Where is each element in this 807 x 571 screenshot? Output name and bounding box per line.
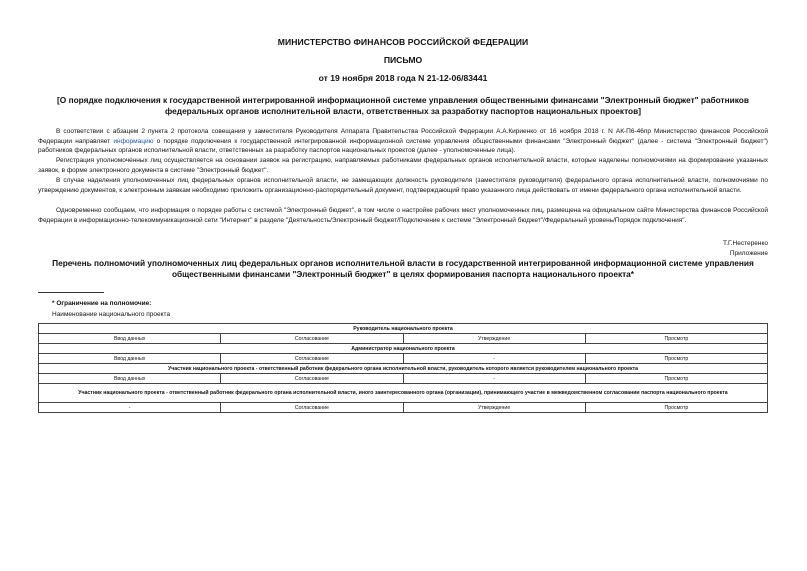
table-row [39,354,768,364]
appendix-title: Перечень полномочий уполномоченных лиц федеральных органов исполнительной власти в государственной интегрированной информационной системе управления общественными финансами "Электронный бюджет" в целях формирования паспорта национального проекта* [52,258,754,279]
permissions-table [38,323,768,413]
table-cell: - [403,374,585,384]
table-section-row [39,364,768,374]
table-row [39,403,768,413]
paragraph-1-start: В соответствии с абзацем 2 пункта 2 протокола совещания у заместителя Руководителя Аппарата Правительства Российской Федерации А.А.Кириенко от 16 ноября 2018 г. N АК-П6-46пр Министерство финансов Российской Федерации направляет [38,128,768,145]
table-cell: Просмотр [585,354,767,364]
table-cell: Ввод данных [39,334,221,344]
section-title: Участник национального проекта - ответственный работник федерального органа исполнительной власти, иного заинтересованного органа (организации), принимающего участие в межведомственном согласовании паспорта национального проекта [39,384,768,403]
table-cell: Согласование [221,403,403,413]
table-cell: - [403,354,585,364]
paragraph-4: Одновременно сообщаем, что информация о порядке работы с системой "Электронный бюджет", в том числе о настройке рабочих мест уполномоченных лиц, размещена на официальном сайте Министерства финансов Российской Федерации в информационно-телекоммуникационной сети "Интернет" в разделе "Деятельность/Электронный бюджет/Подключение к системе "Электронный бюджет"/Федеральный уровень/Порядок подключения". [38,207,768,224]
footnote-title: * Ограничение на полномочие: [52,300,152,307]
table-section-row [39,384,768,403]
table-row [39,374,768,384]
section-title: Руководитель национального проекта [39,324,768,334]
document-date-number: от 19 ноября 2018 года N 21-12-06/83441 [318,73,488,83]
table-cell: Просмотр [585,374,767,384]
information-link[interactable]: информацию [113,137,154,145]
ministry-title: МИНИСТЕРСТВО ФИНАНСОВ РОССИЙСКОЙ ФЕДЕРАЦИИ [277,37,529,47]
table-cell: - [39,403,221,413]
table-cell: Согласование [221,334,403,344]
footnote-divider [38,292,104,293]
table-section-row [39,344,768,354]
paragraph-1 [38,127,768,156]
table-cell: Утверждение [403,403,585,413]
table-cell: Просмотр [585,403,767,413]
table-section-row [39,324,768,334]
document-subject: [О порядке подключения к государственной интегрированной информационной системе управления общественными финансами "Электронный бюджет" работников федеральных органов исполнительной власти, ответственных за разработку паспортов национальных проектов] [57,95,749,116]
footnote-text: Наименование национального проекта [52,311,171,318]
table-cell: Ввод данных [39,374,221,384]
signature: Т.Г.Нестеренко [722,240,768,247]
paragraph-2: Регистрация уполномоченных лиц осуществляется на основании заявок на регистрацию, направляемых работниками федеральных органов исполнительной власти, которые наделены полномочиями на формирование указанных заявок, в форме электронного документа в системе "Электронный бюджет". [38,157,768,174]
paragraph-1-end: о порядке подключения к государственной интегрированной информационной системе управления общественными финансами "Электронный бюджет" (далее - система "Электронный бюджет") работников федеральных органов исполнительной власти, ответственных за разработку паспортов национальных проектов (далее - уполномоченные лица). [38,137,768,155]
table-cell: Согласование [221,374,403,384]
appendix-label: Приложение [729,250,768,257]
document-type: ПИСЬМО [383,55,423,65]
table-row [39,334,768,344]
section-title: Участник национального проекта - ответственный работник федерального органа исполнительной власти, руководитель которого является руководителем национального проекта [39,364,768,374]
section-title: Администратор национального проекта [39,344,768,354]
table-cell: Ввод данных [39,354,221,364]
table-cell: Утверждение [403,334,585,344]
paragraph-3: В случае наделения уполномоченных лиц федеральных органов исполнительной власти, не замещающих должность руководителя (заместителя руководителя) федерального органа исполнительной власти, полномочиями по утверждению документов, к электронным заявкам необходимо приложить организационно-распорядительный документ, подтверждающий право указанного лица действовать от имени федерального органа исполнительной власти. [38,177,768,194]
table-cell: Просмотр [585,334,767,344]
table-cell: Согласование [221,354,403,364]
